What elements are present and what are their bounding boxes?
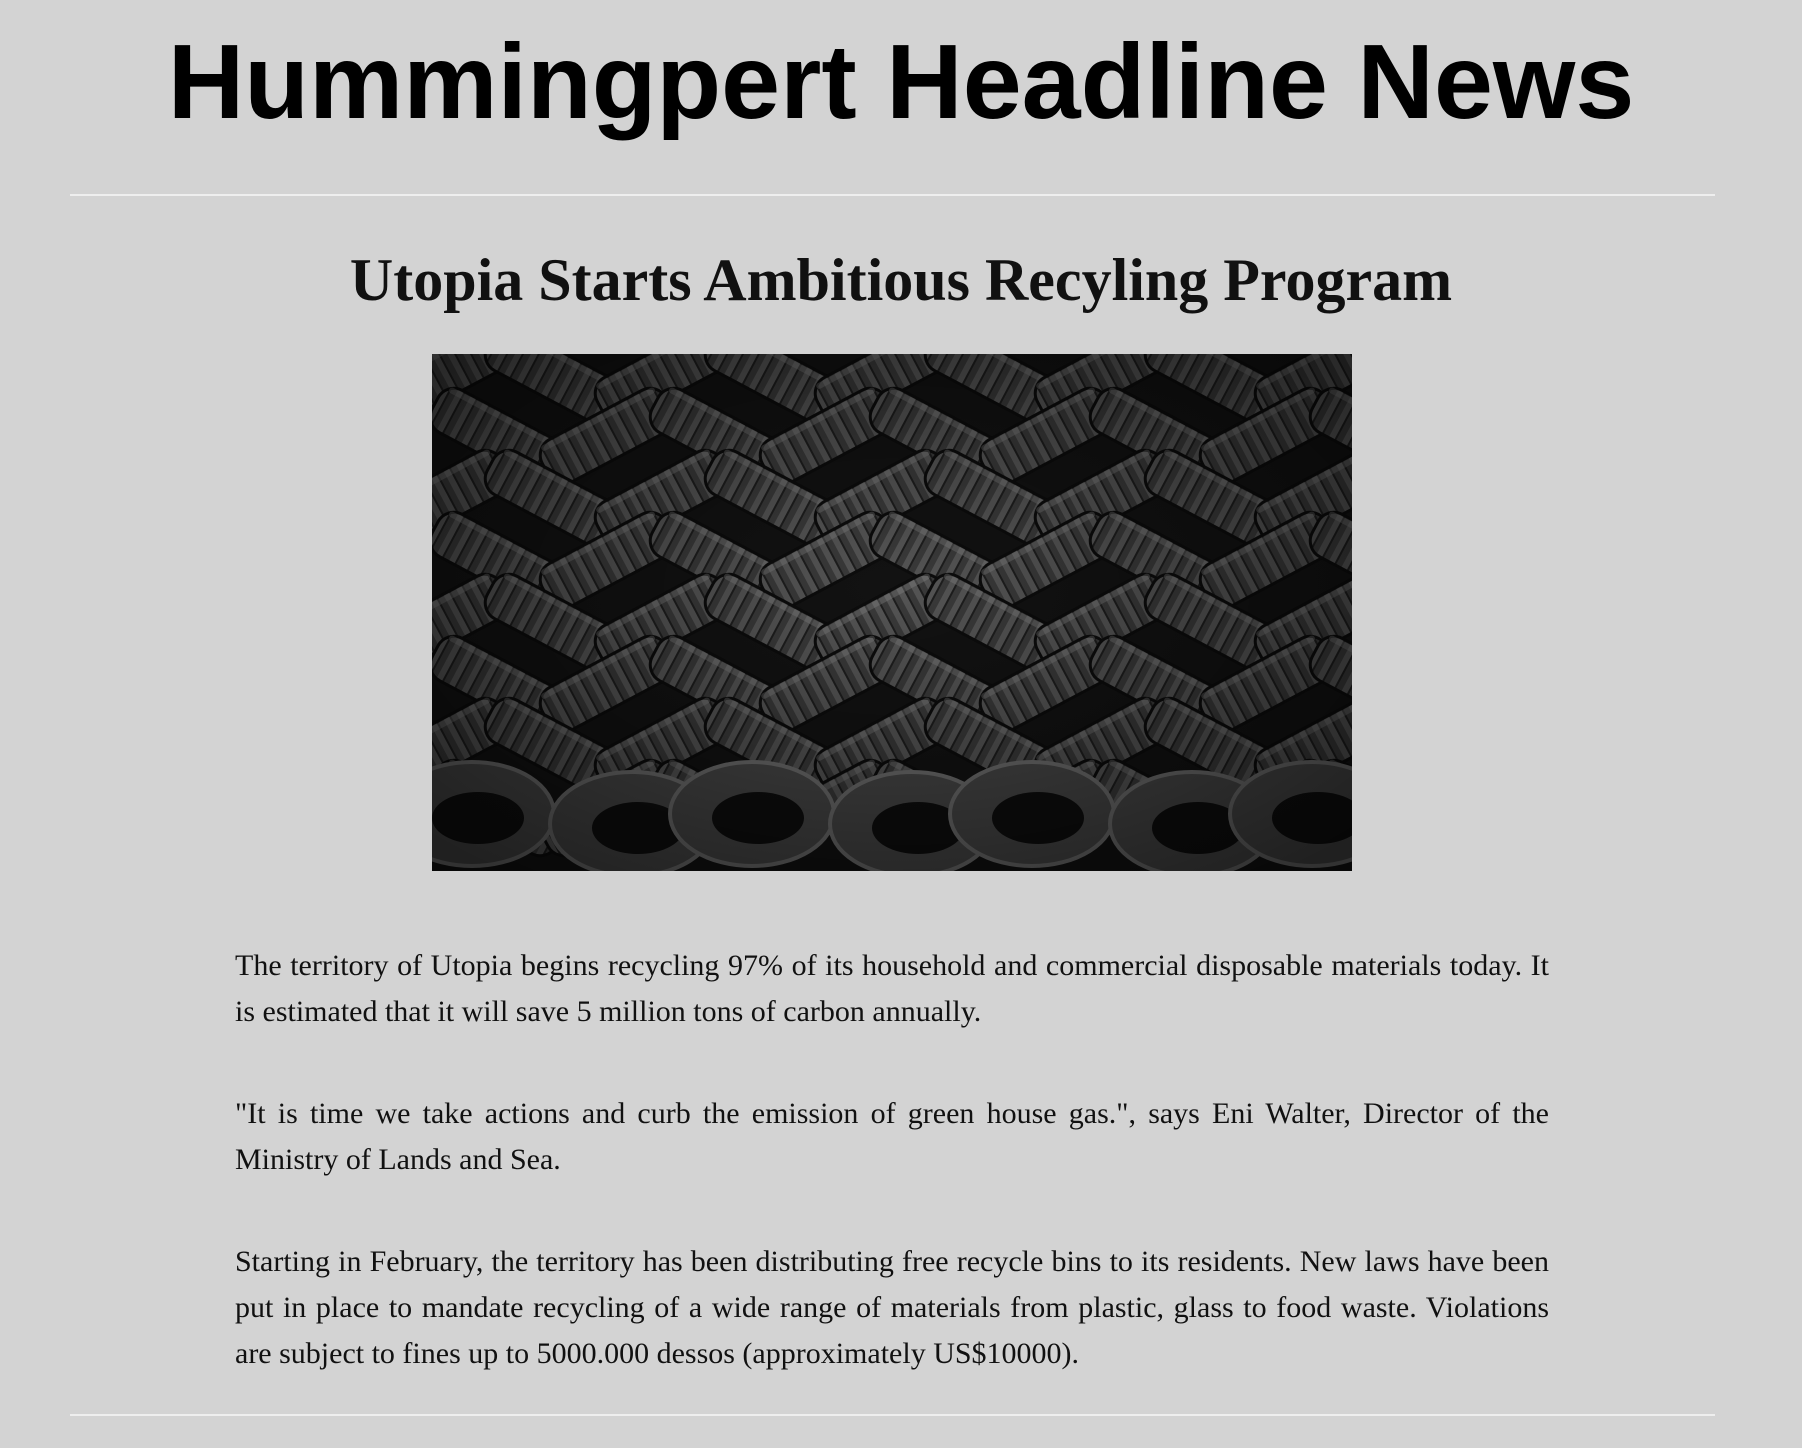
article-paragraph-1: The territory of Utopia begins recycling 97% of its household and commercial disposable materials today. It is estimated that it will save 5 million tons of carbon annually. xyxy=(235,949,1549,1028)
footer-divider xyxy=(70,1414,1715,1416)
article-headline: Utopia Starts Ambitious Recyling Program xyxy=(349,247,1453,313)
header-divider xyxy=(70,194,1715,196)
article-paragraph-2: "It is time we take actions and curb the emission of green house gas.", says Eni Walter, Director of the Ministry of Lands and Sea. xyxy=(235,1097,1549,1176)
article-photo xyxy=(432,354,1352,871)
site-title: Hummingpert Headline News xyxy=(167,23,1635,141)
tire-pile-icon xyxy=(432,354,1352,871)
article-paragraph-3: Starting in February, the territory has been distributing free recycle bins to its residents. New laws have been put in place to mandate recycling of a wide range of materials from plastic, glass to food waste. Violations are subject to fines up to 5000.000 dessos (approximately US$10000). xyxy=(235,1245,1549,1370)
